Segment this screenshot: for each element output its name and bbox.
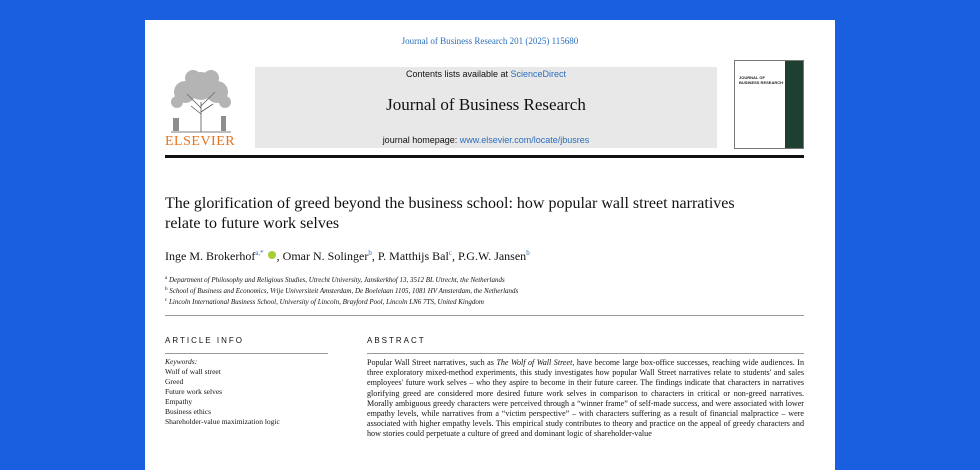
author-name[interactable]: Omar N. Solinger (282, 249, 369, 263)
keyword-item: Empathy (165, 397, 193, 406)
affiliation-item: $^c$ Lincoln International Business School, University of Lincoln, Brayford Pool, Lincoln LN6 7TS, United Kingdom (165, 298, 484, 306)
author-affil-mark[interactable]: b (526, 249, 530, 257)
keyword-item: Greed (165, 377, 184, 386)
author-affil-mark[interactable]: b (368, 249, 372, 257)
author-name[interactable]: P. Matthijs Bal (377, 249, 449, 263)
author-list: Inge M. Brokerhof$^{a,*}$ , Omar N. Solinger$^b$, P. Matthijs Bal$^c$, P.G.W. Jansen$^b$ (165, 249, 530, 263)
keyword-item: Business ethics (165, 407, 212, 416)
abstract-heading: ABSTRACT (367, 336, 426, 345)
keyword-item: Future work selves (165, 387, 223, 396)
homepage-link[interactable]: www.elsevier.com/locate/jbusres (459, 135, 590, 145)
keyword-item: Wolf of wall street (165, 367, 221, 376)
homepage-line (255, 135, 717, 145)
journal-banner (255, 67, 717, 148)
header-rule (165, 155, 804, 158)
orcid-icon[interactable] (268, 251, 276, 259)
elsevier-wordmark: ELSEVIER (165, 134, 236, 149)
sciencedirect-link[interactable]: ScienceDirect (510, 69, 567, 79)
article-page (145, 20, 835, 470)
keywords-label: Keywords: (165, 357, 198, 366)
abstract-text: Popular Wall Street narratives, such as The Wolf of Wall Street, have become large box-office successes, reaching wide audiences. In three exploratory mixed-method experiments, this study investigates how popular Wall Street narratives relate to students' and sales employees' future work selves – who they aspire to become in their future career. The findings indicate that characters in narratives glorifying greed are considered more desired future work selves in comparison to characters in critical or non-greed narratives. Morally ambiguous greedy characters were perceived through a “winner frame” of self-made success, and were associated with lower empathy levels, while narratives from a “victim perspective” – with characters suffering as a result of financial malpractice – were associated with higher empathy levels. This empirical study contributes to theory and practice on the appeal of greedy characters and how stories could perpetuate a culture of greed and dominant logic of shareholder-value (367, 358, 804, 439)
affiliations (165, 274, 785, 307)
journal-citation[interactable]: Journal of Business Research 201 (2025) 115680 (401, 36, 579, 46)
journal-title: Journal of Business Research (386, 95, 586, 114)
keywords-block (165, 357, 328, 427)
cover-title: JOURNAL OF BUSINESS RESEARCH (739, 75, 784, 85)
article-title: The glorification of greed beyond the business school: how popular wall street narratives relate to future work selves (165, 195, 735, 232)
author-affil-mark[interactable]: a,* (255, 249, 264, 257)
contents-prefix: Contents lists available at (405, 69, 511, 79)
cover-stripe (785, 61, 803, 148)
author-name[interactable]: Inge M. Brokerhof (165, 249, 256, 263)
author-name[interactable]: P.G.W. Jansen (457, 249, 527, 263)
article-info-heading: ARTICLE INFO (165, 336, 244, 345)
homepage-prefix: journal homepage: (382, 135, 460, 145)
affiliation-item: $^a$ Department of Philosophy and Religious Studies, Utrecht University, Janskerkhof 13, 3512 BL Utrecht, the Netherlands (165, 276, 505, 284)
section-divider (165, 315, 804, 316)
abstract-rule (367, 353, 804, 354)
contents-line (255, 69, 717, 79)
film-title: The Wolf of Wall Street (496, 358, 573, 367)
affiliation-item: $^b$ School of Business and Economics, Vrije Universiteit Amsterdam, De Boelelaan 1105, 1081 HV Amsterdam, the Netherlands (165, 287, 519, 295)
journal-cover-thumbnail[interactable] (734, 60, 804, 149)
keyword-item: Shareholder-value maximization logic (165, 417, 280, 426)
author-affil-mark[interactable]: c (448, 249, 452, 257)
article-info-rule (165, 353, 328, 354)
